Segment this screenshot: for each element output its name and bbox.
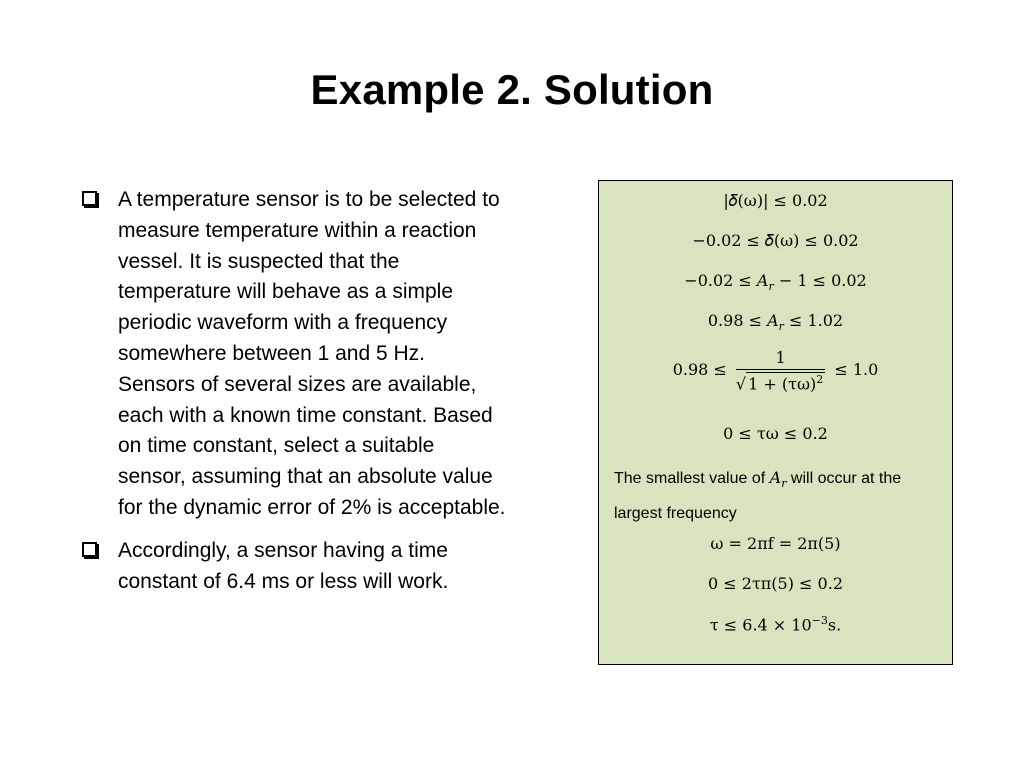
bullet-list bbox=[76, 185, 506, 609]
bullet-item-answer bbox=[76, 536, 506, 598]
equation-omega-value: ω = 2πf = 2π(5) bbox=[710, 534, 841, 553]
bullet-item-problem bbox=[76, 185, 506, 524]
equation-tau-pi-range: 0 ≤ 2τπ(5) ≤ 0.2 bbox=[708, 574, 843, 593]
bullet-text-answer: Accordingly, a sensor having a time constant of 6.4 ms or less will work. bbox=[118, 538, 449, 593]
equation-tau-omega-range: 0 ≤ τω ≤ 0.2 bbox=[723, 424, 828, 443]
checkbox-bullet-icon bbox=[82, 542, 97, 557]
bullet-text-problem: A temperature sensor is to be selected to measure temperature within a reaction vessel. It is suspected that the temperature will behave as a simple periodic waveform with a frequency somewhere between 1 and 5 Hz. Sensors of several sizes are available, each with a known time constant. Based on time constant, select a suitable sensor, assuming that an absolute value for the dynamic error of 2% is acceptable. bbox=[118, 188, 506, 519]
equation-tau-result: $\tau \le 6.4 \times 10^{-3}s$. bbox=[709, 614, 842, 635]
square-root-icon: √ bbox=[735, 374, 747, 394]
equation-amplitude-ratio-range: $0.98 \le A_r \le 1.02$ bbox=[707, 311, 844, 334]
equation-dynamic-error-abs: |𝛿(ω)| ≤ 0.02 bbox=[723, 191, 828, 210]
equation-amplitude-ratio-fraction: 0.98 ≤ $\frac{1}{√ 1 + (\tau\omega)^2}$ ≤ 1.0 bbox=[672, 348, 879, 394]
solution-note: The smallest value of $A_r$ will occur at the largest frequency bbox=[614, 468, 902, 523]
equation-amplitude-ratio-minus-one: $-0.02 \le A_r - 1 \le 0.02$ bbox=[684, 271, 867, 294]
fraction: $\frac{1}{√ 1 + (\tau\omega)^2}$ bbox=[735, 348, 824, 394]
solution-box bbox=[598, 180, 953, 665]
slide-title: Example 2. Solution bbox=[310, 66, 714, 113]
equation-dynamic-error-range: −0.02 ≤ 𝛿(ω) ≤ 0.02 bbox=[692, 231, 859, 250]
checkbox-bullet-icon bbox=[82, 191, 97, 206]
